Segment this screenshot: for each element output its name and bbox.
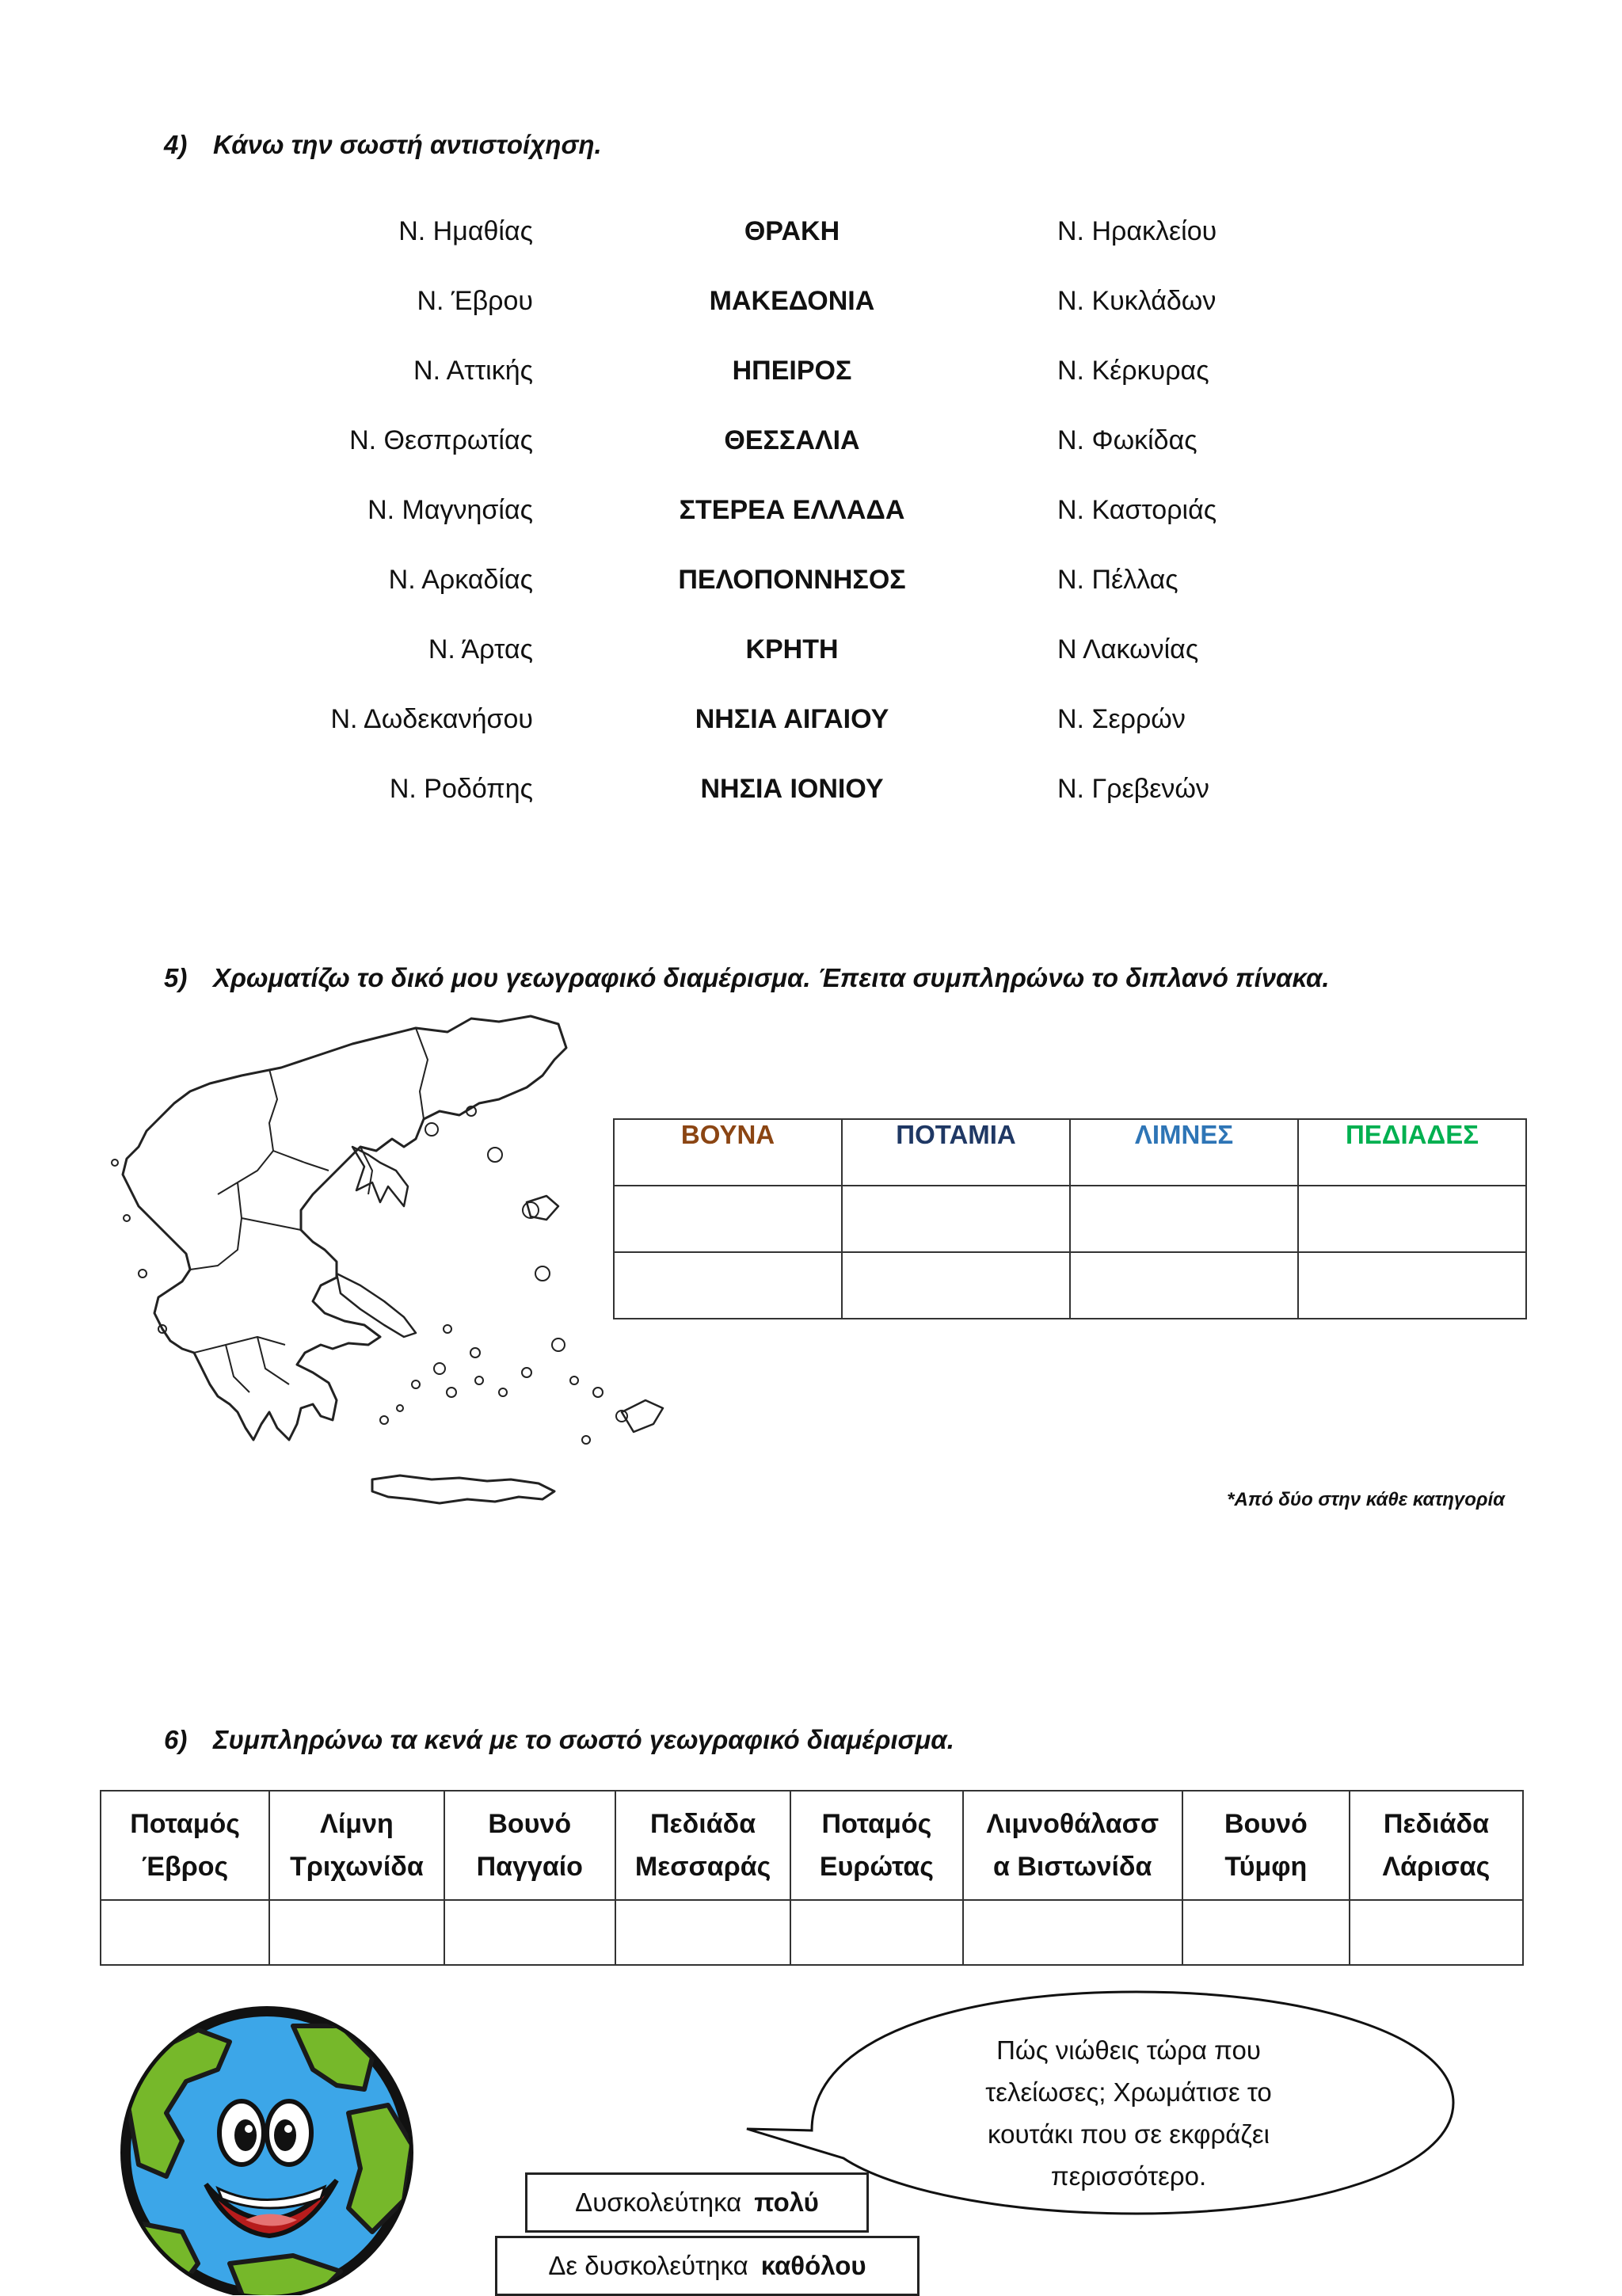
answer-cell[interactable] (842, 1186, 1070, 1252)
prefecture-right-item: Ν. Γρεβενών (1057, 774, 1209, 804)
header-plains (1298, 1119, 1526, 1186)
answer-cell[interactable] (1298, 1186, 1526, 1252)
lesvos-outline (527, 1196, 558, 1220)
region-item: ΘΕΣΣΑΛΙΑ (724, 425, 860, 455)
q6-header-cell (444, 1791, 615, 1900)
q6-header-cell (1182, 1791, 1350, 1900)
q6-header-line: Λίμνη (320, 1809, 394, 1839)
region-item: ΗΠΕΙΡΟΣ (732, 356, 852, 386)
q6-header-line: Τύμφη (1224, 1852, 1308, 1882)
prefecture-left-item: Ν. Ημαθίας (398, 216, 533, 246)
answer-cell[interactable] (614, 1186, 842, 1252)
option-hard-text: Δυσκολεύτηκα (575, 2187, 742, 2217)
option-easy-bold: καθόλου (760, 2251, 866, 2280)
q6-header-line: Πεδιάδα (1383, 1809, 1489, 1839)
prefecture-left-item: Ν. Αττικής (413, 356, 533, 386)
q6-answer-row (101, 1900, 1523, 1965)
prefecture-right-item: Ν Λακωνίας (1057, 634, 1199, 664)
q6-header-line: Ποταμός (821, 1809, 932, 1839)
answer-cell[interactable] (1070, 1252, 1298, 1319)
q5-title: Χρωματίζω το δικό μου γεωγραφικό διαμέρισμα. Έπειτα συμπληρώνω το διπλανό πίνακα. (213, 963, 1330, 992)
q4-heading (164, 130, 602, 160)
q6-header-cell (615, 1791, 790, 1900)
answer-cell[interactable] (1298, 1252, 1526, 1319)
q6-header-line: Μεσσαράς (634, 1852, 771, 1882)
region-item: ΣΤΕΡΕΑ ΕΛΛΑΔΑ (679, 495, 905, 525)
answer-cell[interactable] (269, 1900, 444, 1965)
q6-number: 6) (164, 1725, 188, 1754)
prefecture-left-item: Ν. Δωδεκανήσου (330, 704, 533, 734)
q6-header-cell (790, 1791, 962, 1900)
q6-header-row (101, 1791, 1523, 1900)
answer-cell[interactable] (963, 1900, 1182, 1965)
header-lakes (1070, 1119, 1298, 1186)
q6-header-cell (963, 1791, 1182, 1900)
q5-note: *Από δύο στην κάθε κατηγορία (1227, 1489, 1505, 1510)
q4-left-column (200, 196, 533, 824)
bubble-line: τελείωσες; Χρωμάτισε το (985, 2077, 1272, 2107)
mainland-outline (123, 1016, 566, 1440)
header-plains-label: ΠΕΔΙΑΔΕΣ (1345, 1120, 1479, 1149)
q6-header-line: Πεδιάδα (649, 1809, 756, 1839)
q6-header-line: Έβρος (141, 1852, 229, 1882)
prefecture-right-item: Ν. Σερρών (1057, 704, 1186, 734)
q6-header-line: Βουνό (1224, 1809, 1308, 1839)
answer-cell[interactable] (1350, 1900, 1523, 1965)
prefecture-left-item: Ν. Έβρου (417, 286, 533, 316)
q4-title: Κάνω την σωστή αντιστοίχηση. (213, 130, 602, 159)
answer-cell[interactable] (1070, 1186, 1298, 1252)
q6-header-line: Ευρώτας (819, 1852, 934, 1882)
evia-outline (337, 1274, 416, 1337)
q5-heading (164, 963, 1330, 993)
region-item: ΝΗΣΙΑ ΑΙΓΑΙΟΥ (695, 704, 889, 734)
q6-header-cell (1350, 1791, 1523, 1900)
answer-cell[interactable] (101, 1900, 269, 1965)
q6-heading (164, 1725, 954, 1755)
q6-header-line: Λάρισας (1382, 1852, 1491, 1882)
region-item: ΚΡΗΤΗ (745, 634, 839, 664)
prefecture-left-item: Ν. Αρκαδίας (388, 565, 533, 595)
region-item: ΝΗΣΙΑ ΙΟΝΙΟΥ (700, 774, 884, 804)
bubble-line: κουτάκι που σε εκφράζει (988, 2119, 1270, 2149)
q6-header-line: Τριχωνίδα (290, 1852, 424, 1882)
region-item: ΘΡΑΚΗ (744, 216, 840, 246)
q6-header-line: α Βιστωνίδα (993, 1852, 1152, 1882)
q6-header-line: Λιμνοθάλασσ (986, 1809, 1159, 1839)
answer-cell[interactable] (1182, 1900, 1350, 1965)
prefecture-right-item: Ν. Κυκλάδων (1057, 286, 1216, 316)
prefecture-right-item: Ν. Καστοριάς (1057, 495, 1217, 525)
prefecture-right-item: Ν. Πέλλας (1057, 565, 1178, 595)
prefecture-left-item: Ν. Μαγνησίας (367, 495, 533, 525)
q6-header-cell (101, 1791, 269, 1900)
prefecture-right-item: Ν. Κέρκυρας (1057, 356, 1209, 386)
answer-cell[interactable] (615, 1900, 790, 1965)
q6-table (100, 1790, 1524, 1966)
smiling-earth-icon (111, 1994, 424, 2295)
header-mountains-label: ΒΟΥΝΑ (680, 1120, 775, 1149)
q6-header-cell (269, 1791, 444, 1900)
q4-right-column (1057, 196, 1374, 824)
prefecture-right-item: Ν. Ηρακλείου (1057, 216, 1217, 246)
region-item: ΜΑΚΕΔΟΝΙΑ (709, 286, 875, 316)
speech-bubble-text (923, 2029, 1335, 2197)
answer-cell[interactable] (790, 1900, 962, 1965)
region-item: ΠΕΛΟΠΟΝΝΗΣΟΣ (678, 565, 906, 595)
option-easy-box[interactable] (495, 2236, 920, 2296)
header-lakes-label: ΛΙΜΝΕΣ (1134, 1120, 1234, 1149)
prefecture-left-item: Ν. Ροδόπης (389, 774, 533, 804)
chalkidiki-outline (352, 1147, 408, 1206)
bubble-line: Πώς νιώθεις τώρα που (996, 2035, 1261, 2065)
q5-number: 5) (164, 963, 188, 992)
answer-cell[interactable] (614, 1252, 842, 1319)
q5-answer-row (614, 1252, 1526, 1319)
answer-cell[interactable] (444, 1900, 615, 1965)
prefecture-left-item: Ν. Άρτας (428, 634, 533, 664)
option-hard-box[interactable] (525, 2172, 869, 2233)
option-hard-bold: πολύ (754, 2187, 819, 2217)
greece-map[interactable] (99, 1012, 673, 1535)
q5-answer-row (614, 1186, 1526, 1252)
answer-cell[interactable] (842, 1252, 1070, 1319)
header-mountains (614, 1119, 842, 1186)
q5-table (613, 1118, 1527, 1319)
q4-number: 4) (164, 130, 188, 159)
bubble-line: περισσότερο. (1050, 2161, 1207, 2191)
q4-region-column (634, 196, 950, 824)
q6-header-line: Βουνό (488, 1809, 572, 1839)
q6-header-line: Παγγαίο (476, 1852, 583, 1882)
q5-header-row (614, 1119, 1526, 1186)
header-rivers-label: ΠΟΤΑΜΙΑ (896, 1120, 1016, 1149)
header-rivers (842, 1119, 1070, 1186)
q6-header-line: Ποταμός (130, 1809, 240, 1839)
crete-outline (372, 1475, 554, 1503)
prefecture-left-item: Ν. Θεσπρωτίας (349, 425, 533, 455)
option-easy-text: Δε δυσκολεύτηκα (548, 2251, 748, 2280)
prefecture-right-item: Ν. Φωκίδας (1057, 425, 1197, 455)
region-borders (190, 1028, 428, 1392)
islands (112, 1106, 627, 1444)
q6-title: Συμπληρώνω τα κενά με το σωστό γεωγραφικό διαμέρισμα. (213, 1725, 954, 1754)
